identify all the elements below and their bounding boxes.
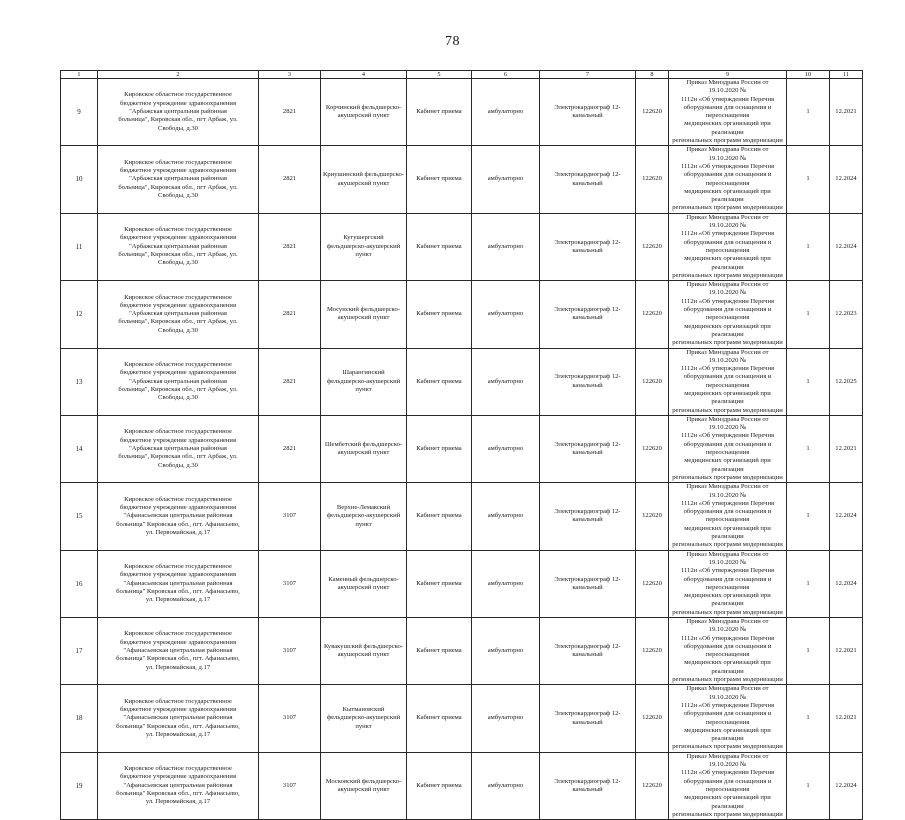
page-number: 78 [445, 34, 460, 49]
row-number: 10 [61, 146, 98, 213]
organization-cell-line: бюджетное учреждение здравоохранения [120, 99, 236, 107]
organization-cell-line: ул. Первомайская, д.17 [145, 528, 211, 536]
date-cell: 12.2024 [830, 752, 863, 819]
order-cell-line: Приказ Минздрава России от 19.10.2020 № [686, 752, 769, 769]
order-cell-line: региональных программ модернизации [672, 137, 783, 145]
table-row [61, 618, 863, 685]
organization-cell-line: Кировское областное государственное [124, 428, 232, 436]
equipment-code-cell: 122620 [636, 550, 669, 617]
order-cell [669, 483, 787, 550]
organization-cell-line: бюджетное учреждение здравоохранения [120, 706, 236, 714]
quantity-cell: 1 [787, 483, 830, 550]
table-row [61, 281, 863, 348]
organization-cell-line: Кировское областное государственное [124, 630, 232, 638]
order-cell-line: медицинских организаций при реализации [684, 659, 771, 675]
column-number: 11 [830, 71, 863, 79]
organization-cell-line: Свободы, д.30 [158, 461, 198, 469]
equipment-table [60, 70, 863, 820]
order-cell-line: оборудования для оснащения и переоснащения [683, 306, 772, 322]
order-cell-line: Приказ Минздрава России от 19.10.2020 № [686, 213, 769, 230]
quantity-cell: 1 [787, 348, 830, 415]
organization-cell-line: бюджетное учреждение здравоохранения [120, 234, 236, 242]
order-cell-line: Приказ Минздрава России от 19.10.2020 № [686, 281, 769, 297]
organization-cell [98, 618, 259, 685]
organization-cell-line: бюджетное учреждение здравоохранения [120, 571, 236, 579]
organization-cell-line: "Арбажская центральная районная [129, 242, 227, 250]
equipment-code-cell: 122620 [636, 415, 669, 482]
organization-cell-line: Кировское областное государственное [124, 91, 232, 99]
organization-cell-line: "Афанасьевская центральная районная [123, 579, 233, 587]
code-cell: 3107 [259, 752, 321, 819]
conditions-cell: амбулаторно [472, 281, 540, 348]
code-cell: 3107 [259, 550, 321, 617]
equipment-cell: Электрокардиограф 12-канальный [540, 281, 636, 348]
room-cell: Кабинет приема [407, 146, 472, 213]
equipment-code-cell: 122620 [636, 483, 669, 550]
organization-cell-line: Кировское областное государственное [124, 765, 232, 773]
order-cell-line: оборудования для оснащения и переоснащения [683, 508, 772, 524]
organization-cell [98, 281, 259, 348]
order-cell-line: региональных программ модернизации [672, 676, 783, 684]
room-cell: Кабинет приема [407, 213, 472, 280]
order-cell [669, 685, 787, 752]
order-cell [669, 415, 787, 482]
order-cell-line: 1112н «Об утверждении Перечня [680, 769, 775, 777]
organization-cell-line: Свободы, д.30 [158, 192, 198, 199]
organization-cell-line: "Арбажская центральная районная [129, 310, 227, 318]
organization-cell-line: больница" Кировская обл., пгт. Афанасьево, [116, 655, 240, 663]
row-number: 12 [61, 281, 98, 348]
order-cell-line: региональных программ модернизации [672, 810, 783, 818]
order-cell-line: 1112н «Об утверждении Перечня [680, 499, 775, 507]
order-cell-line: Приказ Минздрава России от 19.10.2020 № [686, 348, 769, 364]
room-cell: Кабинет приема [407, 348, 472, 415]
date-cell: 12.2021 [830, 685, 863, 752]
organization-cell-line: Свободы, д.30 [158, 326, 198, 334]
quantity-cell: 1 [787, 146, 830, 213]
equipment-cell: Электрокардиограф 12-канальный [540, 146, 636, 213]
organization-cell-line: бюджетное учреждение здравоохранения [120, 369, 236, 377]
organization-cell-line: больница" Кировская обл., пгт. Афанасьево, [116, 520, 240, 528]
unit-cell: Кытмановский фельдшерско-акушерский пункт [321, 685, 407, 752]
conditions-cell: амбулаторно [472, 146, 540, 213]
code-cell: 2821 [259, 146, 321, 213]
conditions-cell: амбулаторно [472, 618, 540, 685]
conditions-cell: амбулаторно [472, 415, 540, 482]
order-cell-line: региональных программ модернизации [672, 743, 783, 751]
date-cell: 12.2025 [830, 348, 863, 415]
equipment-cell: Электрокардиограф 12-канальный [540, 752, 636, 819]
column-number: 1 [61, 71, 98, 79]
organization-cell [98, 146, 259, 213]
code-cell: 2821 [259, 213, 321, 280]
conditions-cell: амбулаторно [472, 550, 540, 617]
organization-cell-line: больница", Кировская обл., пгт Арбаж, ул. [118, 183, 238, 191]
order-cell-line: медицинских организаций при реализации [684, 794, 771, 810]
organization-cell [98, 415, 259, 482]
order-cell [669, 281, 787, 348]
quantity-cell: 1 [787, 685, 830, 752]
organization-cell-line: Кировское областное государственное [124, 697, 232, 705]
code-cell: 2821 [259, 79, 321, 146]
row-number: 19 [61, 752, 98, 819]
organization-cell-line: Свободы, д.30 [158, 259, 198, 267]
order-cell-line: оборудования для оснащения и переоснащения [683, 440, 772, 457]
date-cell: 12.2024 [830, 213, 863, 280]
date-cell: 12.2021 [830, 79, 863, 146]
order-cell-line: 1112н «Об утверждении Перечня [680, 297, 775, 305]
order-cell-line: региональных программ модернизации [672, 339, 783, 347]
organization-cell-line: Кировское областное государственное [124, 226, 232, 234]
column-number: 4 [321, 71, 407, 79]
conditions-cell: амбулаторно [472, 752, 540, 819]
order-cell-line: Приказ Минздрава России от 19.10.2020 № [686, 79, 769, 95]
organization-cell-line: больница" Кировская обл., пгт. Афанасьево, [116, 587, 240, 595]
organization-cell-line: больница", Кировская обл., пгт Арбаж, ул. [118, 385, 238, 393]
organization-cell-line: Свободы, д.30 [158, 394, 198, 402]
code-cell: 3107 [259, 685, 321, 752]
order-cell-line: оборудования для оснащения и переоснащения [683, 642, 772, 659]
organization-cell-line: больница" Кировская обл., пгт. Афанасьево, [116, 722, 240, 730]
organization-cell-line: "Афанасьевская центральная районная [123, 714, 233, 722]
equipment-cell: Электрокардиограф 12-канальный [540, 618, 636, 685]
equipment-cell: Электрокардиограф 12-канальный [540, 483, 636, 550]
unit-cell: Корчинский фельдшерско-акушерский пункт [321, 79, 407, 146]
organization-cell-line: "Арбажская центральная районная [129, 444, 227, 452]
organization-cell-line: бюджетное учреждение здравоохранения [120, 436, 236, 444]
order-cell-line: 1112н «Об утверждении Перечня [680, 567, 775, 575]
order-cell-line: оборудования для оснащения и переоснащения [683, 171, 772, 187]
organization-cell-line: больница", Кировская обл., пгт Арбаж, ул. [118, 251, 238, 259]
order-cell [669, 79, 787, 146]
column-number-row [61, 71, 863, 79]
equipment-code-cell: 122620 [636, 79, 669, 146]
date-cell: 12.2021 [830, 415, 863, 482]
room-cell: Кабинет приема [407, 685, 472, 752]
organization-cell-line: Свободы, д.30 [158, 124, 198, 132]
unit-cell: Верхне-Лемакский фельдшерско-акушерский пункт [321, 483, 407, 550]
order-cell-line: региональных программ модернизации [672, 541, 783, 549]
equipment-code-cell: 122620 [636, 281, 669, 348]
date-cell: 12.2023 [830, 281, 863, 348]
order-cell-line: медицинских организаций при реализации [684, 592, 771, 608]
date-cell: 12.2021 [830, 618, 863, 685]
column-number: 6 [472, 71, 540, 79]
quantity-cell: 1 [787, 213, 830, 280]
conditions-cell: амбулаторно [472, 483, 540, 550]
column-number: 5 [407, 71, 472, 79]
order-cell-line: медицинских организаций при реализации [684, 187, 771, 204]
organization-cell-line: ул. Первомайская, д.17 [145, 731, 211, 738]
unit-cell: Криушинский фельдшерско-акушерский пункт [321, 146, 407, 213]
code-cell: 3107 [259, 483, 321, 550]
quantity-cell: 1 [787, 79, 830, 146]
organization-cell-line: бюджетное учреждение здравоохранения [120, 301, 236, 309]
equipment-cell: Электрокардиограф 12-канальный [540, 79, 636, 146]
equipment-code-cell: 122620 [636, 685, 669, 752]
organization-cell-line: ул. Первомайская, д.17 [145, 798, 211, 806]
conditions-cell: амбулаторно [472, 213, 540, 280]
table-row [61, 146, 863, 213]
organization-cell [98, 348, 259, 415]
order-cell [669, 618, 787, 685]
order-cell-line: 1112н «Об утверждении Перечня [680, 95, 775, 103]
order-cell [669, 550, 787, 617]
conditions-cell: амбулаторно [472, 685, 540, 752]
order-cell-line: медицинских организаций при реализации [684, 389, 771, 406]
quantity-cell: 1 [787, 550, 830, 617]
organization-cell [98, 213, 259, 280]
order-cell-line: Приказ Минздрава России от 19.10.2020 № [686, 618, 769, 634]
unit-cell: Московский фельдшерско-акушерский пункт [321, 752, 407, 819]
room-cell: Кабинет приема [407, 618, 472, 685]
quantity-cell: 1 [787, 415, 830, 482]
row-number: 11 [61, 213, 98, 280]
order-cell-line: 1112н «Об утверждении Перечня [680, 162, 775, 170]
order-cell [669, 752, 787, 819]
order-cell-line: региональных программ модернизации [672, 406, 783, 414]
equipment-cell: Электрокардиограф 12-канальный [540, 213, 636, 280]
quantity-cell: 1 [787, 618, 830, 685]
organization-cell-line: Кировское областное государственное [124, 293, 232, 301]
order-cell-line: оборудования для оснащения и переоснащения [683, 777, 772, 793]
column-number: 8 [636, 71, 669, 79]
organization-cell-line: ул. Первомайская, д.17 [145, 596, 211, 604]
row-number: 15 [61, 483, 98, 550]
order-cell-line: 1112н «Об утверждении Перечня [680, 634, 775, 642]
equipment-code-cell: 122620 [636, 752, 669, 819]
room-cell: Кабинет приема [407, 483, 472, 550]
row-number: 18 [61, 685, 98, 752]
table-row [61, 415, 863, 482]
organization-cell-line: Кировское областное государственное [124, 360, 232, 368]
organization-cell-line: "Афанасьевская центральная районная [123, 647, 233, 655]
code-cell: 2821 [259, 415, 321, 482]
order-cell-line: региональных программ модернизации [672, 271, 783, 279]
organization-cell [98, 752, 259, 819]
unit-cell: Шарангинский фельдшерско-акушерский пункт [321, 348, 407, 415]
organization-cell-line: "Арбажская центральная районная [129, 175, 227, 183]
order-cell [669, 146, 787, 213]
organization-cell-line: больница", Кировская обл., пгт Арбаж, ул. [118, 453, 238, 461]
unit-cell: Шембетский фельдшерско-акушерский пункт [321, 415, 407, 482]
order-cell-line: медицинских организаций при реализации [684, 255, 771, 271]
equipment-cell: Электрокардиограф 12-канальный [540, 415, 636, 482]
order-cell-line: Приказ Минздрава России от 19.10.2020 № [686, 415, 769, 432]
table-row [61, 79, 863, 146]
organization-cell [98, 685, 259, 752]
organization-cell-line: бюджетное учреждение здравоохранения [120, 167, 236, 175]
table-row [61, 483, 863, 550]
organization-cell-line: "Арбажская центральная районная [129, 108, 227, 116]
organization-cell-line: ул. Первомайская, д.17 [145, 663, 211, 671]
order-cell-line: 1112н «Об утверждении Перечня [680, 701, 775, 709]
order-cell-line: Приказ Минздрава России от 19.10.2020 № [686, 146, 769, 162]
row-number: 17 [61, 618, 98, 685]
table-row [61, 348, 863, 415]
organization-cell-line: бюджетное учреждение здравоохранения [120, 773, 236, 781]
order-cell-line: оборудования для оснащения и переоснащения [683, 710, 772, 726]
row-number: 14 [61, 415, 98, 482]
organization-cell-line: Кировское областное государственное [124, 563, 232, 571]
order-cell-line: региональных программ модернизации [672, 608, 783, 616]
table-row [61, 752, 863, 819]
row-number: 9 [61, 79, 98, 146]
equipment-cell: Электрокардиограф 12-канальный [540, 348, 636, 415]
order-cell-line: оборудования для оснащения и переоснащения [683, 238, 772, 254]
organization-cell-line: "Афанасьевская центральная районная [123, 512, 233, 520]
order-cell-line: региональных программ модернизации [672, 204, 783, 212]
unit-cell: Мосунский фельдшерско-акушерский пункт [321, 281, 407, 348]
order-cell-line: оборудования для оснащения и переоснащения [683, 575, 772, 591]
order-cell-line: оборудования для оснащения и переоснащения [683, 103, 772, 120]
column-number: 3 [259, 71, 321, 79]
conditions-cell: амбулаторно [472, 348, 540, 415]
table-row [61, 685, 863, 752]
room-cell: Кабинет приема [407, 550, 472, 617]
date-cell: 12.2024 [830, 483, 863, 550]
organization-cell-line: Кировское областное государственное [124, 495, 232, 503]
order-cell-line: медицинских организаций при реализации [684, 457, 771, 473]
equipment-cell: Электрокардиограф 12-канальный [540, 685, 636, 752]
quantity-cell: 1 [787, 752, 830, 819]
room-cell: Кабинет приема [407, 415, 472, 482]
order-cell-line: медицинских организаций при реализации [684, 322, 771, 338]
organization-cell [98, 550, 259, 617]
room-cell: Кабинет приема [407, 752, 472, 819]
equipment-code-cell: 122620 [636, 213, 669, 280]
room-cell: Кабинет приема [407, 281, 472, 348]
organization-cell [98, 483, 259, 550]
organization-cell-line: бюджетное учреждение здравоохранения [120, 503, 236, 511]
row-number: 13 [61, 348, 98, 415]
column-number: 10 [787, 71, 830, 79]
column-number: 2 [98, 71, 259, 79]
order-cell-line: оборудования для оснащения и переоснащения [683, 373, 772, 389]
unit-cell: Кугушергский фельдшерско-акушерский пункт [321, 213, 407, 280]
column-number: 7 [540, 71, 636, 79]
quantity-cell: 1 [787, 281, 830, 348]
row-number: 16 [61, 550, 98, 617]
table-row [61, 213, 863, 280]
order-cell-line: медицинских организаций при реализации [684, 120, 771, 136]
order-cell-line: Приказ Минздрава России от 19.10.2020 № [686, 550, 769, 566]
order-cell [669, 348, 787, 415]
organization-cell-line: больница", Кировская обл., пгт Арбаж, ул. [118, 116, 238, 124]
column-number: 9 [669, 71, 787, 79]
order-cell-line: Приказ Минздрава России от 19.10.2020 № [686, 483, 769, 499]
organization-cell [98, 79, 259, 146]
order-cell-line: медицинских организаций при реализации [684, 524, 771, 541]
unit-cell: Каменный фельдшерско-акушерский пункт [321, 550, 407, 617]
equipment-code-cell: 122620 [636, 146, 669, 213]
order-cell-line: 1112н «Об утверждении Перечня [680, 365, 775, 373]
date-cell: 12.2024 [830, 146, 863, 213]
equipment-cell: Электрокардиограф 12-канальный [540, 550, 636, 617]
equipment-code-cell: 122620 [636, 348, 669, 415]
organization-cell-line: "Арбажская центральная районная [129, 377, 227, 385]
code-cell: 2821 [259, 348, 321, 415]
order-cell-line: 1112н «Об утверждении Перечня [680, 432, 775, 440]
equipment-code-cell: 122620 [636, 618, 669, 685]
organization-cell-line: больница" Кировская обл., пгт. Афанасьево, [116, 790, 240, 798]
room-cell: Кабинет приема [407, 79, 472, 146]
unit-cell: Кувакушский фельдшерско-акушерский пункт [321, 618, 407, 685]
order-cell-line: Приказ Минздрава России от 19.10.2020 № [686, 685, 769, 701]
date-cell: 12.2024 [830, 550, 863, 617]
code-cell: 2821 [259, 281, 321, 348]
organization-cell-line: "Афанасьевская центральная районная [123, 781, 233, 789]
table-row [61, 550, 863, 617]
organization-cell-line: Кировское областное государственное [124, 158, 232, 166]
organization-cell-line: больница", Кировская обл., пгт Арбаж, ул. [118, 318, 238, 326]
organization-cell-line: бюджетное учреждение здравоохранения [120, 638, 236, 646]
order-cell [669, 213, 787, 280]
order-cell-line: 1112н «Об утверждении Перечня [680, 230, 775, 238]
conditions-cell: амбулаторно [472, 79, 540, 146]
code-cell: 3107 [259, 618, 321, 685]
order-cell-line: медицинских организаций при реализации [684, 726, 771, 743]
order-cell-line: региональных программ модернизации [672, 473, 783, 481]
